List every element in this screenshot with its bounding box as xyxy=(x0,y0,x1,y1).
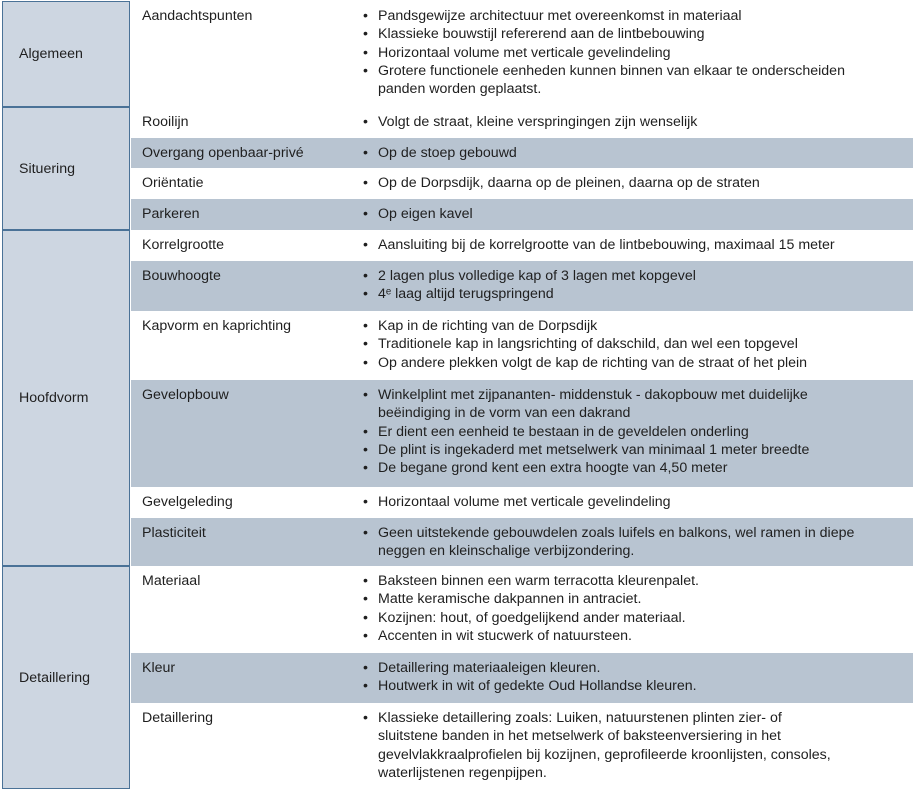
bullet-item: • Op eigen kavel xyxy=(363,205,473,223)
table-row xyxy=(131,107,913,138)
bullet-item: • 2 lagen plus volledige kap of 3 lagen met kopgevel xyxy=(363,267,696,285)
category-label: Hoofdvorm xyxy=(2,230,130,566)
bullet-item: • Houtwerk in wit of gedekte Oud Hollandse kleuren. xyxy=(363,677,697,695)
bullet-list xyxy=(363,386,809,477)
category-label: Algemeen xyxy=(2,1,130,107)
bullet-item: • Traditionele kap in langsrichting of dakschild, dan wel een topgevel xyxy=(363,335,807,353)
bullet-list xyxy=(363,572,699,645)
bullet-item: • Op de stoep gebouwd xyxy=(363,144,517,162)
table-row xyxy=(131,230,913,261)
aspect-label: Gevelgeleding xyxy=(142,494,233,510)
table-row xyxy=(131,1,913,107)
bullet-item: • Klassieke detaillering zoals: Luiken, natuurstenen plinten zier- of sluitstene banden in het metselwerk of baksteenversiering in het gevelvlakkraalprofielen bij kozijnen, geprofileerde kroonlijsten, consoles, waterlijstenen regenpijpen. xyxy=(363,709,831,782)
bullet-list xyxy=(363,524,854,561)
bullet-item: • Horizontaal volume met verticale gevelindeling xyxy=(363,493,671,511)
table-row xyxy=(131,138,913,168)
bullet-list xyxy=(363,709,831,782)
aspect-label: Kleur xyxy=(142,660,176,676)
bullet-item: • Volgt de straat, kleine verspringingen zijn wenselijk xyxy=(363,113,697,131)
bullet-item: • De plint is ingekaderd met metselwerk van minimaal 1 meter breedte xyxy=(363,441,809,459)
bullet-item: • Kozijnen: hout, of goedgelijkend ander materiaal. xyxy=(363,609,699,627)
table-row xyxy=(131,487,913,518)
bullet-list xyxy=(363,174,760,192)
bullet-item: • Winkelplint met zijpananten- middenstuk - dakopbouw met duidelijke beëindiging in de vorm van een dakrand xyxy=(363,386,809,423)
table-row xyxy=(131,168,913,199)
section-situering xyxy=(0,107,913,230)
table-row xyxy=(131,703,913,789)
bullet-item: • De begane grond kent een extra hoogte van 4,50 meter xyxy=(363,459,809,477)
aspect-label: Plasticiteit xyxy=(142,525,206,541)
bullet-item: • Baksteen binnen een warm terracotta kleurenpalet. xyxy=(363,572,699,590)
section-hoofdvorm xyxy=(0,230,913,566)
table-row xyxy=(131,199,913,230)
bullet-list xyxy=(363,317,807,372)
table-row xyxy=(131,566,913,653)
bullet-list xyxy=(363,113,697,131)
table-row xyxy=(131,653,913,703)
category-label: Detaillering xyxy=(2,566,130,789)
bullet-item: • Op de Dorpsdijk, daarna op de pleinen, daarna op de straten xyxy=(363,174,760,192)
aspect-label: Gevelopbouw xyxy=(142,387,229,403)
aspect-label: Overgang openbaar-privé xyxy=(142,145,304,161)
bullet-item: • Grotere functionele eenheden kunnen binnen van elkaar te onderscheiden panden worden geplaatst. xyxy=(363,62,845,99)
bullet-item: • Klassieke bouwstijl refererend aan de lintbebouwing xyxy=(363,25,845,43)
bullet-item: • Matte keramische dakpannen in antraciet. xyxy=(363,590,699,608)
aspect-label: Bouwhoogte xyxy=(142,268,221,284)
table-row xyxy=(131,380,913,487)
category-label: Situering xyxy=(2,107,130,230)
table-row xyxy=(131,518,913,566)
aspect-label: Oriëntatie xyxy=(142,175,204,191)
table-row xyxy=(131,261,913,311)
bullet-list xyxy=(363,144,517,162)
bullet-item: • Detaillering materiaaleigen kleuren. xyxy=(363,659,697,677)
aspect-label: Korrelgrootte xyxy=(142,237,225,253)
aspect-label: Rooilijn xyxy=(142,114,189,130)
bullet-list xyxy=(363,7,845,98)
bullet-list xyxy=(363,659,697,696)
bullet-item: • Kap in de richting van de Dorpsdijk xyxy=(363,317,807,335)
bullet-item: • 4ᵉ laag altijd terugspringend xyxy=(363,285,696,303)
aspect-label: Detaillering xyxy=(142,710,213,726)
bullet-item: • Accenten in wit stucwerk of natuursteen. xyxy=(363,627,699,645)
table-row xyxy=(131,311,913,380)
bullet-list xyxy=(363,493,671,511)
bullet-item: • Op andere plekken volgt de kap de richting van de straat of het plein xyxy=(363,354,807,372)
bullet-list xyxy=(363,267,696,304)
bullet-item: • Pandsgewijze architectuur met overeenkomst in materiaal xyxy=(363,7,845,25)
bullet-item: • Aansluiting bij de korrelgrootte van de lintbebouwing, maximaal 15 meter xyxy=(363,236,835,254)
bullet-item: • Geen uitstekende gebouwdelen zoals luifels en balkons, wel ramen in diepe neggen en kleinschalige verbijzondering. xyxy=(363,524,854,561)
bullet-list xyxy=(363,236,835,254)
bullet-item: • Er dient een eenheid te bestaan in de geveldelen onderling xyxy=(363,423,809,441)
aspect-label: Parkeren xyxy=(142,206,200,222)
bullet-list xyxy=(363,205,473,223)
aspect-label: Kapvorm en kaprichting xyxy=(142,318,292,334)
aspect-label: Aandachtspunten xyxy=(142,8,253,24)
bullet-item: • Horizontaal volume met verticale gevelindeling xyxy=(363,44,845,62)
section-detaillering xyxy=(0,566,913,789)
aspect-label: Materiaal xyxy=(142,573,201,589)
section-algemeen xyxy=(0,1,913,107)
